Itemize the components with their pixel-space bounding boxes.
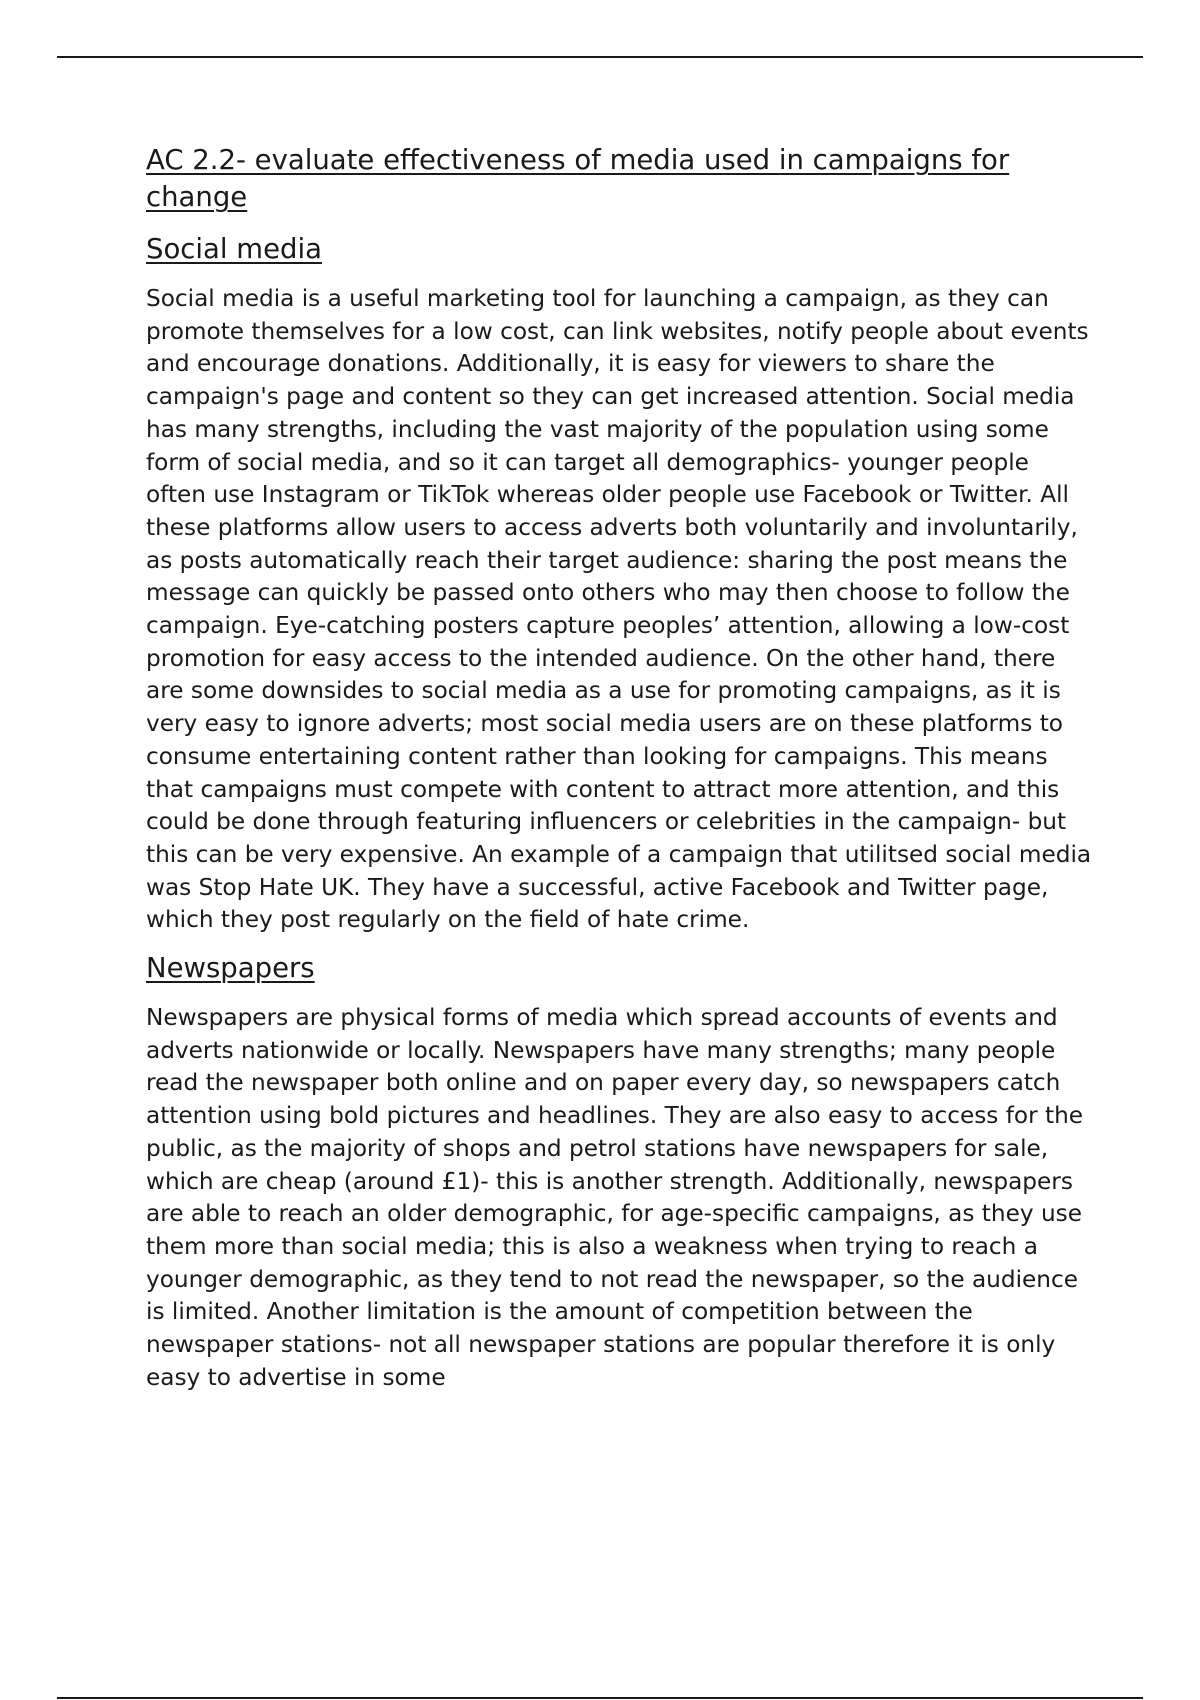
top-page-rule [57, 56, 1143, 58]
bottom-page-rule [57, 1697, 1143, 1699]
section-heading-social-media: Social media [146, 233, 322, 265]
document-title: AC 2.2- evaluate effectiveness of media used in campaigns for change [146, 144, 1010, 213]
section-paragraph-social-media: Social media is a useful marketing tool for launching a campaign, as they can promote themselves for a low cost, can link websites, notify people about events and encourage donations. Additionally, it is easy for viewers to share the campaign's page and content so they can get increased attention. Social media has many strengths, including the vast majority of the population using some form of social media, and so it can target all demographics- younger people often use Instagram or TikTok whereas older people use Facebook or Twitter. All these platforms allow users to access adverts both voluntarily and involuntarily, as posts automatically reach their target audience: sharing the post means the message can quickly be passed onto others who may then choose to follow the campaign. Eye-catching posters capture peoples’ attention, allowing a low-cost promotion for easy access to the intended audience. On the other hand, there are some downsides to social media as a use for promoting campaigns, as it is very easy to ignore adverts; most social media users are on these platforms to consume entertaining content rather than looking for campaigns. This means that campaigns must compete with content to attract more attention, and this could be done through featuring influencers or celebrities in the campaign- but this can be very expensive. An example of a campaign that utilitsed social media was Stop Hate UK. They have a successful, active Facebook and Twitter page, which they post regularly on the field of hate crime. [146, 285, 1092, 934]
document-body [146, 142, 1096, 1395]
section-heading-newspapers: Newspapers [146, 952, 315, 985]
section-paragraph-newspapers: Newspapers are physical forms of media which spread accounts of events and adverts nationwide or locally. Newspapers have many strengths; many people read the newspaper both online and on paper every day, so newspapers catch attention using bold pictures and headlines. They are also easy to access for the public, as the majority of shops and petrol stations have newspapers for sale, which are cheap (around £1)- this is another strength. Additionally, newspapers are able to reach an older demographic, for age-specific campaigns, as they use them more than social media; this is also a weakness when trying to reach a younger demographic, as they tend to not read the newspaper, so the audience is limited. Another limitation is the amount of competition between the newspaper stations- not all newspaper stations are popular therefore it is only easy to advertise in some [146, 1004, 1084, 1391]
